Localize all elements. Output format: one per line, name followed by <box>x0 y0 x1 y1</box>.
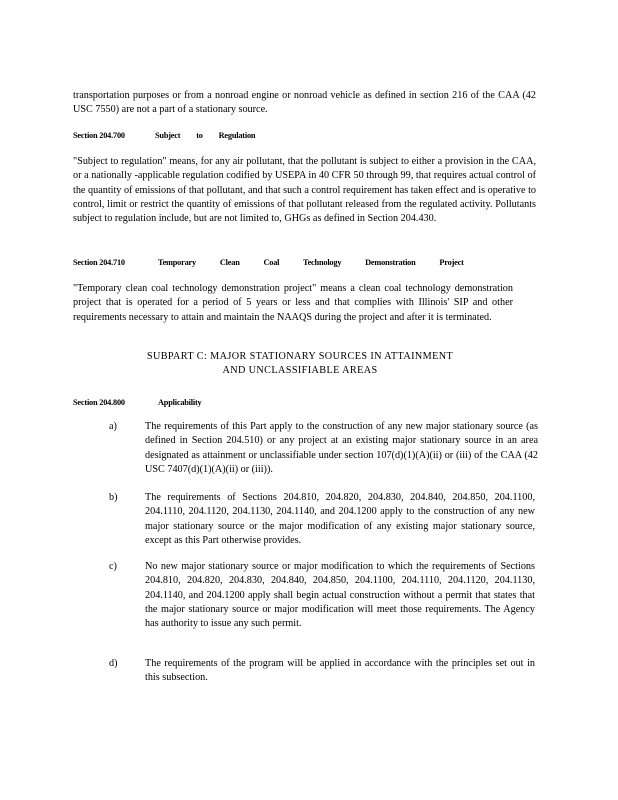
section-204-700-body: "Subject to regulation" means, for any air pollutant, that the pollutant is subject to either a provision in the CAA, or a nationally -applicable regulation codified by USEPA in 40 CFR 50 through 99, that requires actual control of the quantity of emissions of that pollutant, and that such a control requirement has taken effect and is operative to control, limit or restrict the quantity of emissions of that pollutant released from the regulated activity. Pollutants subject to regulation include, but are not limited to, GHGs as defined in Section 204.430. <box>73 156 536 225</box>
section-number: Section 204.800 <box>73 398 125 407</box>
item-letter: b) <box>109 492 118 503</box>
item-letter: d) <box>109 658 118 669</box>
item-letter: c) <box>109 561 117 572</box>
item-letter: a) <box>109 421 117 432</box>
section-number: Section 204.700 <box>73 131 125 140</box>
item-text: The requirements of Sections 204.810, 204.820, 204.830, 204.840, 204.850, 204.1100, 204.1110, 204.1120, 204.1130, 204.1140, and 204.1200 apply to the construction of any new major stationary source or the major modification of any existing major stationary source, except as this Part otherwise provides. <box>145 492 535 546</box>
section-204-700-heading <box>73 129 255 143</box>
section-204-710-heading <box>73 256 464 270</box>
item-text: The requirements of this Part apply to the construction of any new major stationary source (as defined in Section 204.510) or any project at an existing major stationary source in an area designated as attainment or unclassifiable under section 107(d)(1)(A)(ii) or (iii) of the CAA (42 USC 7407(d)(1)(A)(ii) or (iii)). <box>145 421 538 475</box>
subpart-line-1: SUBPART C: MAJOR STATIONARY SOURCES IN ATTAINMENT <box>146 351 454 362</box>
section-204-710-body: "Temporary clean coal technology demonstration project" means a clean coal technology demonstration project that is operated for a period of 5 years or less and that complies with Illinois' SIP and other requirements necessary to attain and maintain the NAAQS during the project and after it is terminated. <box>73 283 513 323</box>
subpart-heading <box>100 350 500 379</box>
subpart-line-2: AND UNCLASSIFIABLE AREAS <box>222 365 378 377</box>
item-text: The requirements of the program will be applied in accordance with the principles set out in this subsection. <box>145 658 535 684</box>
item-text: No new major stationary source or major modification to which the requirements of Sections 204.810, 204.820, 204.830, 204.840, 204.850, 204.1100, 204.1110, 204.1120, 204.1130, 204.1140, and 204.1200 apply shall begin actual construction without a permit that states that the major stationary source or major modification will meet those requirements. The Agency has authority to issue any such permit. <box>145 561 535 630</box>
section-204-800-heading <box>73 396 202 410</box>
section-title: Subject to Regulation <box>155 131 256 140</box>
intro-paragraph: transportation purposes or from a nonroad engine or nonroad vehicle as defined in section 216 of the CAA (42 USC 7550) are not a part of a stationary source. <box>73 90 536 116</box>
section-number: Section 204.710 <box>73 258 125 267</box>
section-title: Temporary Clean Coal Technology Demonstration Project <box>158 258 464 267</box>
section-title: Applicability <box>158 398 202 407</box>
